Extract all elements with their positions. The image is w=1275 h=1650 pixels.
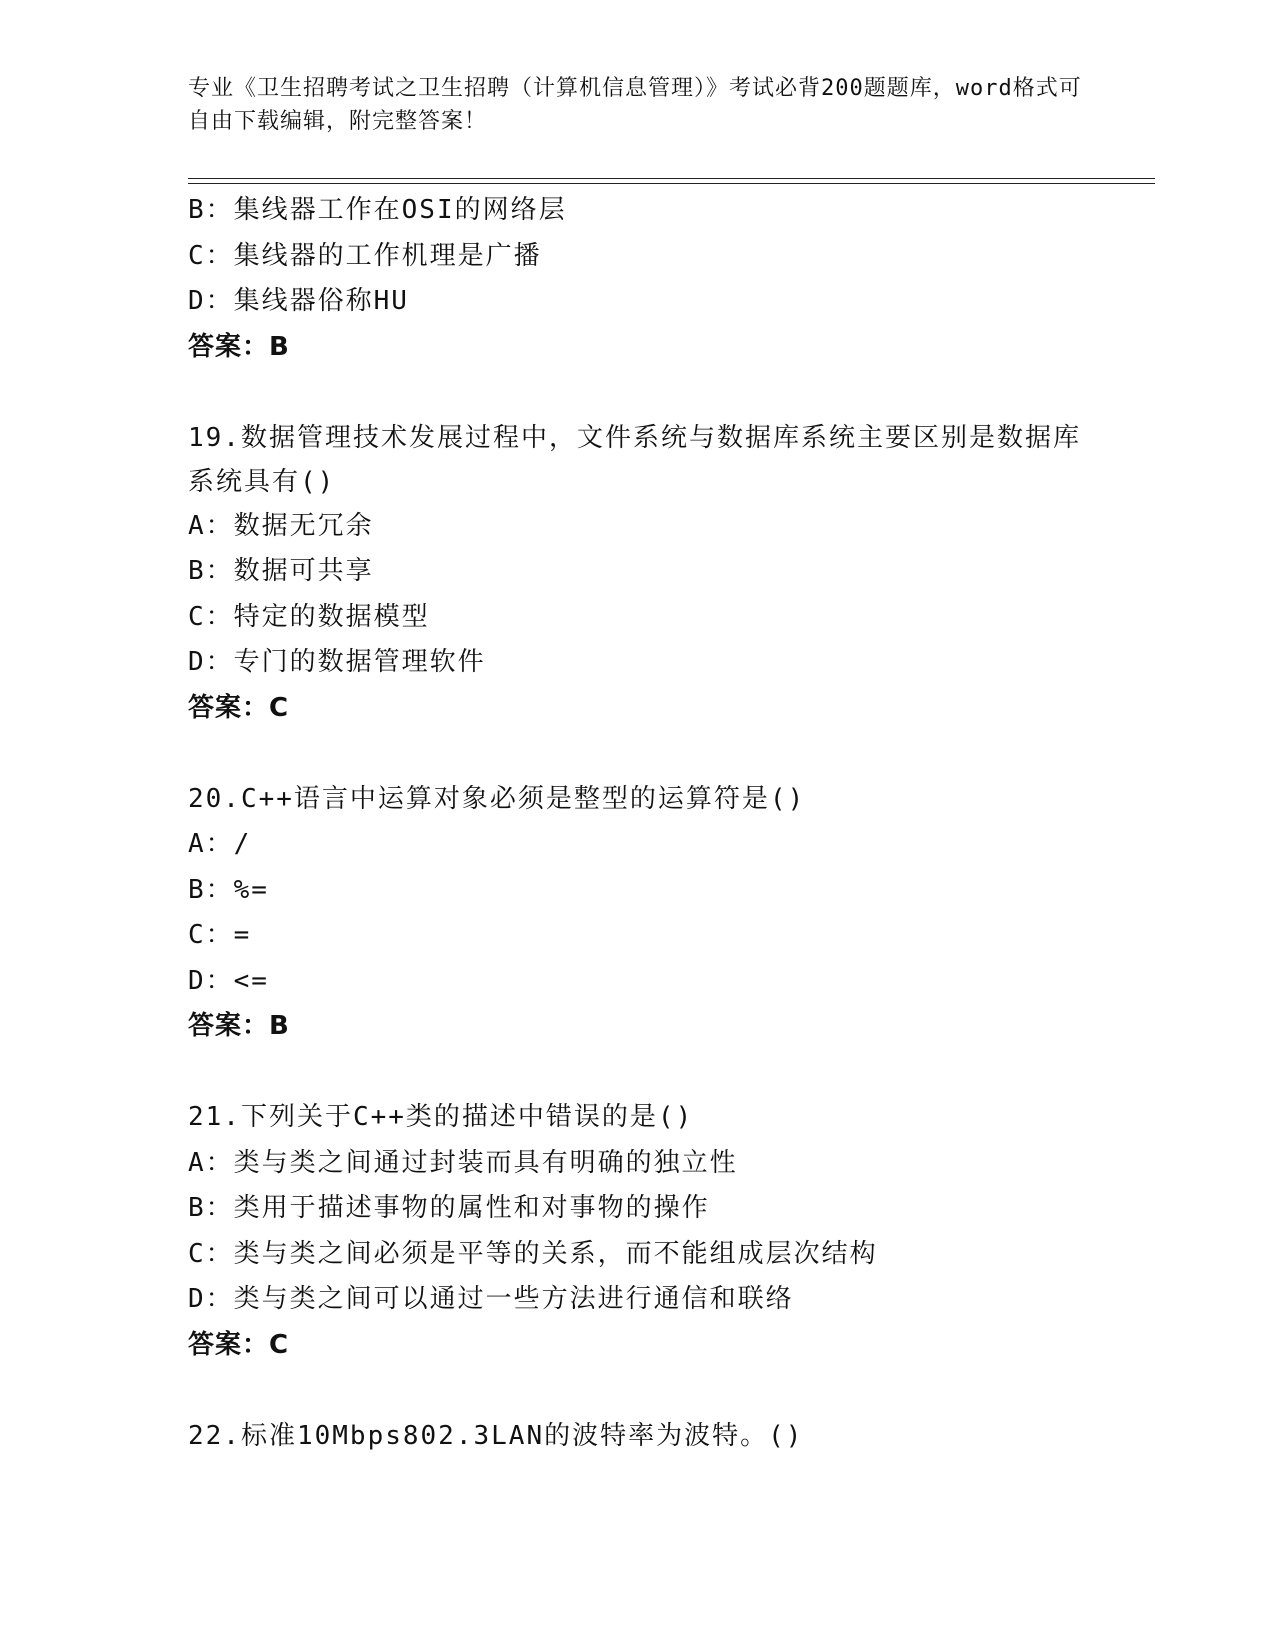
answer-label: 答案：C <box>188 692 290 723</box>
option-d: D：专门的数据管理软件 <box>188 647 486 677</box>
document-header: 专业《卫生招聘考试之卫生招聘（计算机信息管理）》考试必背200题题库，word格式可自由下载编辑，附完整答案！ <box>188 76 1082 134</box>
option-b: B：数据可共享 <box>188 556 374 586</box>
answer-label: 答案：B <box>188 1011 290 1041</box>
question-stem: 19.数据管理技术发展过程中，文件系统与数据库系统主要区别是数据库系统具有() <box>188 422 1081 497</box>
header-divider-bottom <box>188 183 1155 184</box>
option-c: C：= <box>188 920 252 950</box>
option-b: B：集线器工作在OSI的网络层 <box>188 195 567 225</box>
option-c: C：类与类之间必须是平等的关系，而不能组成层次结构 <box>188 1238 878 1269</box>
question-stem: 21.下列关于C++类的描述中错误的是() <box>188 1102 694 1132</box>
option-a: A：/ <box>188 829 252 859</box>
option-c: C：特定的数据模型 <box>188 601 430 632</box>
option-d: D：集线器俗称HU <box>188 286 409 316</box>
question-block-18 <box>188 188 1148 370</box>
option-b: B：类用于描述事物的属性和对事物的操作 <box>188 1193 710 1223</box>
header-divider-top <box>188 178 1155 179</box>
option-c: C：集线器的工作机理是广播 <box>188 240 542 271</box>
answer-label: 答案：B <box>188 331 290 362</box>
question-stem: 20.C++语言中运算对象必须是整型的运算符是() <box>188 783 806 814</box>
option-b: B：%= <box>188 874 269 905</box>
question-stem: 22.标准10Mbps802.3LAN的波特率为波特。() <box>188 1420 804 1451</box>
spacer <box>188 370 1148 416</box>
answer-label: 答案：C <box>188 1329 290 1360</box>
question-block-20 <box>188 777 1148 1050</box>
question-block-21 <box>188 1095 1148 1368</box>
question-list <box>188 188 1148 1459</box>
spacer <box>188 1050 1148 1096</box>
spacer <box>188 731 1148 777</box>
spacer <box>188 1368 1148 1414</box>
question-block-22 <box>188 1414 1148 1460</box>
option-d: D：类与类之间可以通过一些方法进行通信和联络 <box>188 1284 794 1314</box>
option-a: A：类与类之间通过封装而具有明确的独立性 <box>188 1147 738 1178</box>
question-block-19 <box>188 416 1148 732</box>
option-d: D：<= <box>188 965 269 996</box>
option-a: A：数据无冗余 <box>188 510 374 541</box>
